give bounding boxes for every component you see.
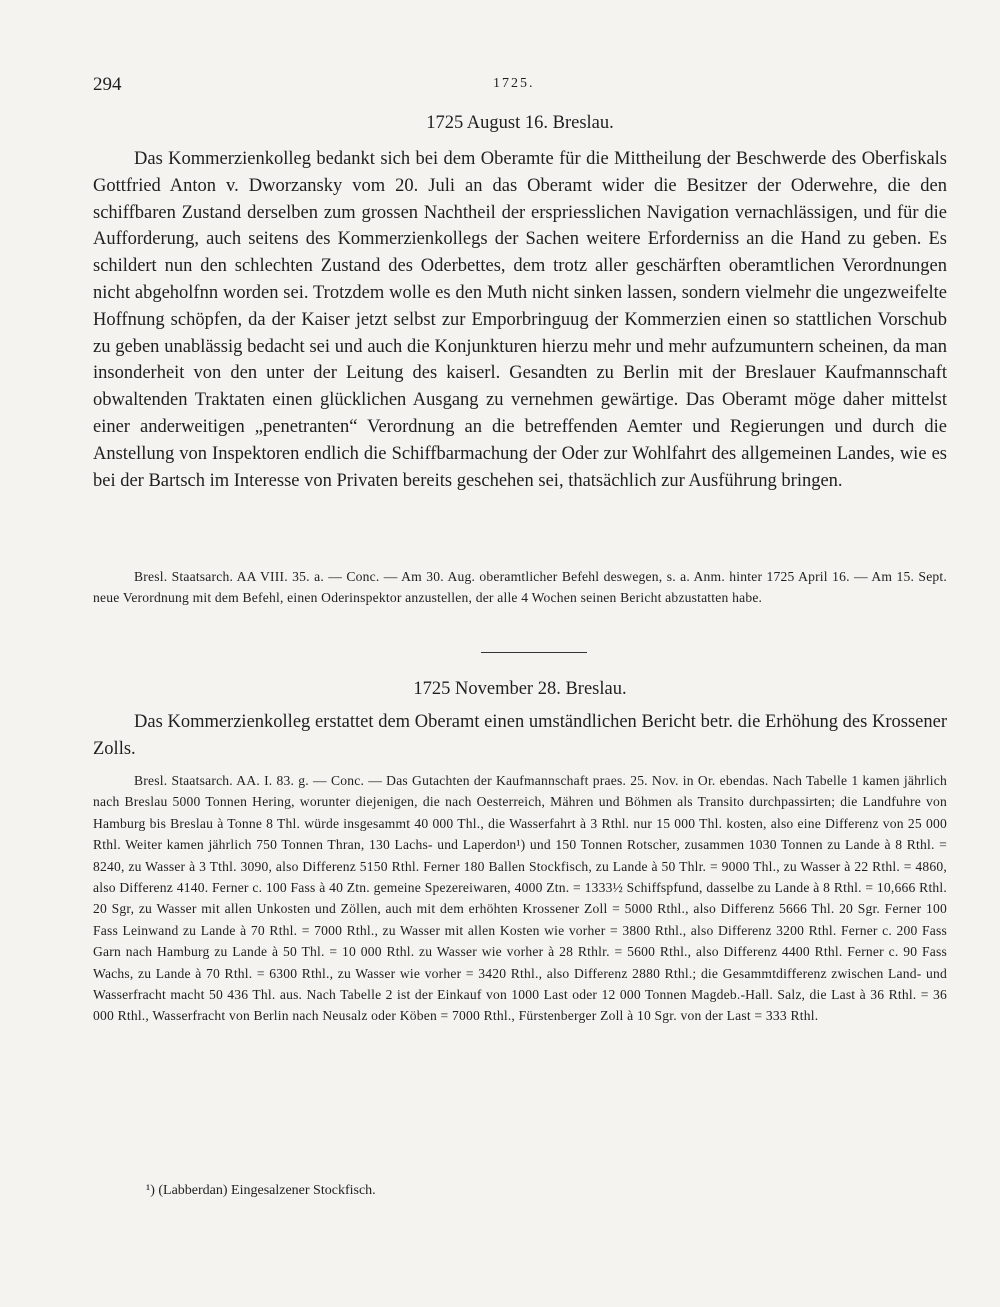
section-2-heading: 1725 November 28. Breslau. — [413, 679, 627, 699]
running-header-year: 1725. — [493, 76, 535, 91]
section-2-archival-note: Bresl. Staatsarch. AA. I. 83. g. — Conc. — Das Gutachten der Kaufmannschaft praes. 25. Nov. in Or. ebendas. Nach Tabelle 1 kamen jährlich nach Breslau 5000 Tonnen Hering, worunter diejenigen, die nach Oesterreich, Mähren und Böhmen als Transito durchpassirten; die Landfuhre von Hamburg bis Breslau à Tonne 8 Thl. würde insgesammt 40 000 Thl., die Wasserfahrt à 3 Rthl. nur 15 000 Thl. kosten, also eine Differenz von 25 000 Rthl. Weiter kamen jährlich 750 Tonnen Thran, 130 Lachs- und Laperdon¹) und 150 Tonnen Rotscher, zusammen 1030 Tonnen zu Lande à 8 Rthl. = 8240, zu Wasser à 3 Tthl. 3090, also Differenz 5150 Rthl. Ferner 180 Ballen Stockfisch, zu Lande à 50 Thlr. = 9000 Thl., zu Wasser à 22 Rthl. = 4860, also Differenz 4140. Ferner c. 100 Fass à 40 Ztn. gemeine Spezereiwaren, 4000 Ztn. = 1333½ Schiffspfund, dasselbe zu Lande à 8 Rthl. = 10,666 Rthl. 20 Sgr, zu Wasser mit allen Unkosten und Zöllen, auch mit dem erhöhten Krossener Zoll = 5000 Rthl., also Differenz 5666 Thl. 20 Sgr. Ferner 100 Fass Leinwand zu Lande à 70 Rthl. = 7000 Rthl., zu Wasser mit allen Kosten wie vorher = 3800 Rthl., also Differenz 3200 Rthl. Ferner c. 200 Fass Garn nach Hamburg zu Lande à 50 Thl. = 10 000 Rthl. zu Wasser wie vorher à 28 Rthlr. = 5600 Rthl., also Differenz 4400 Rthl. Ferner c. 90 Fass Wachs, zu Lande à 70 Rthl. = 6300 Rthl., zu Wasser wie vorher = 3420 Rthl., also Differenz 2880 Rthl.; die Gesammtdifferenz zwischen Land- und Wasserfracht macht 50 436 Thl. aus. Nach Tabelle 2 ist der Einkauf von 1000 Last oder 12 000 Tonnen Magdeb.-Hall. Salz, die Last à 36 Rthl. = 36 000 Rthl., Wasserfracht von Berlin nach Neusalz oder Köben = 7000 Rthl., Fürstenberger Zoll à 10 Sgr. von der Last = 333 Rthl. — [93, 773, 947, 1024]
footnote: ¹) (Labberdan) Eingesalzener Stockfisch. — [146, 1183, 376, 1198]
section-divider — [481, 652, 587, 653]
page-number: 294 — [93, 74, 122, 95]
section-1-heading: 1725 August 16. Breslau. — [426, 113, 614, 133]
page-header — [93, 74, 947, 98]
section-2-body: Das Kommerzienkolleg erstattet dem Oberamt einen umständlichen Bericht betr. die Erhöhung des Krossener Zolls. — [93, 712, 947, 759]
section-1-body: Das Kommerzienkolleg bedankt sich bei dem Oberamte für die Mittheilung der Beschwerde des Oberfiskals Gottfried Anton v. Dworzansky vom 20. Juli an das Oberamt wider die Besitzer der Oderwehre, die den schiffbaren Zustand derselben zum grossen Nachtheil der erspriesslichen Navigation vernachlässigen, und für die Aufforderung, auch seitens des Kommerzienkollegs der Sachen weitere Erforderniss an die Hand zu geben. Es schildert nun den schlechten Zustand des Oderbettes, dem trotz aller geschärften oberamtlichen Verordnungen nicht abgeholfnn worden sei. Trotzdem wolle es den Muth nicht sinken lassen, sondern vielmehr die ungezweifelte Hoffnung schöpfen, da der Kaiser jetzt selbst zur Emporbringuug der Kommerzien einen so stattlichen Vorschub zu geben unablässig bedacht sei und auch die Konjunkturen hierzu mehr und mehr aufzumuntern scheinen, da man insonderheit von den unter der Leitung des kaiserl. Gesandten zu Berlin mit der Breslauer Kaufmannschaft obwaltenden Traktaten einen glücklichen Ausgang zu vernehmen gewärtige. Das Oberamt möge daher mittelst einer anderweitigen „penetranten“ Verordnung an die betreffenden Aemter und Regierungen und durch die Anstellung von Inspektoren endlich die Schiffbarmachung der Oder zur Wohlfahrt des allgemeinen Landes, wie es bei der Bartsch im Interesse von Privaten bereits geschehen sei, thatsächlich zur Ausführung bringen. — [93, 149, 947, 491]
section-1-archival-note: Bresl. Staatsarch. AA VIII. 35. a. — Conc. — Am 30. Aug. oberamtlicher Befehl deswegen, s. a. Anm. hinter 1725 April 16. — Am 15. Sept. neue Verordnung mit dem Befehl, einen Oderinspektor anzustellen, der alle 4 Wochen seinen Bericht abzustatten habe. — [93, 569, 947, 606]
